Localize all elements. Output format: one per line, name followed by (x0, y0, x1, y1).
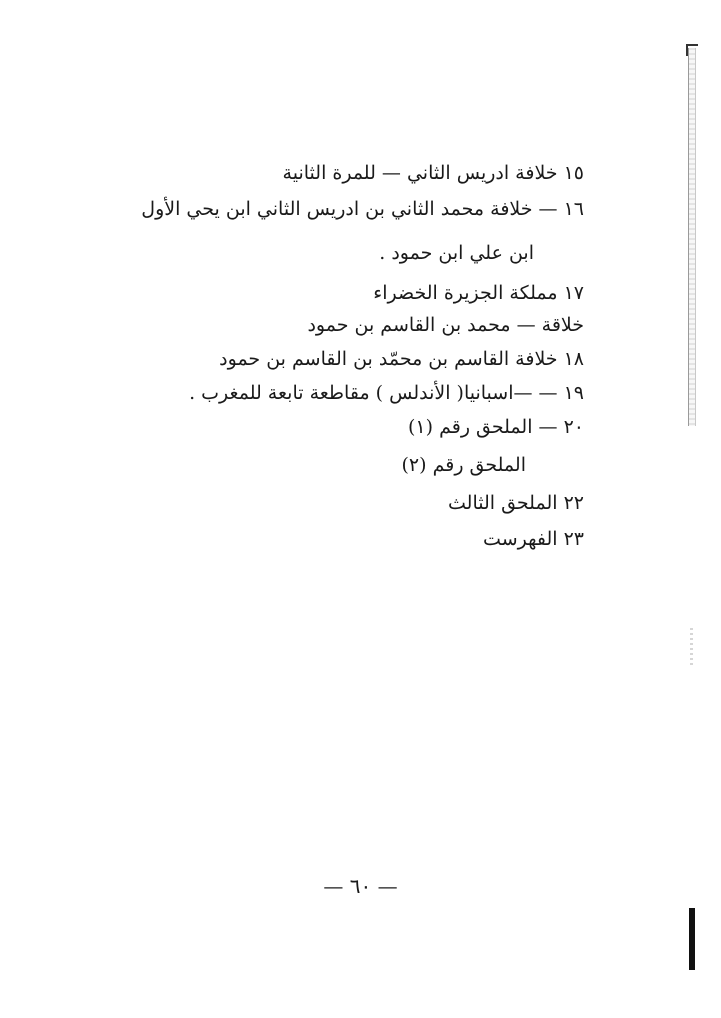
toc-entry: ١٩ — —اسبانيا( الأندلس ) مقاطعة تابعة للمغرب . (189, 382, 584, 404)
page-number: — ٦٠ — (323, 874, 398, 898)
toc-entry-continuation: الملحق رقم (٢) (401, 454, 526, 476)
toc-entry: ٢٣ الفهرست (483, 528, 584, 550)
toc-entry: ١٧ مملكة الجزيرة الخضراء (373, 282, 584, 304)
toc-entry-continuation: ابن علي ابن حمود . (379, 242, 534, 264)
toc-entry: ١٦ — خلافة محمد الثاني بن ادريس الثاني ابن يحي الأول (141, 198, 584, 220)
toc-entry: ١٥ خلافة ادريس الثاني — للمرة الثانية (282, 162, 584, 184)
toc-entry: ٢٢ الملحق الثالث (448, 492, 584, 514)
scan-edge-mark (690, 628, 693, 668)
scan-edge-strip (688, 48, 696, 426)
toc-entry: خلاقة — محمد بن القاسم بن حمود (307, 314, 584, 336)
scan-edge-bar (689, 908, 695, 970)
toc-entry: ١٨ خلافة القاسم بن محمّد بن القاسم بن حمود (219, 348, 584, 370)
toc-entry: ٢٠ — الملحق رقم (١) (408, 416, 584, 438)
